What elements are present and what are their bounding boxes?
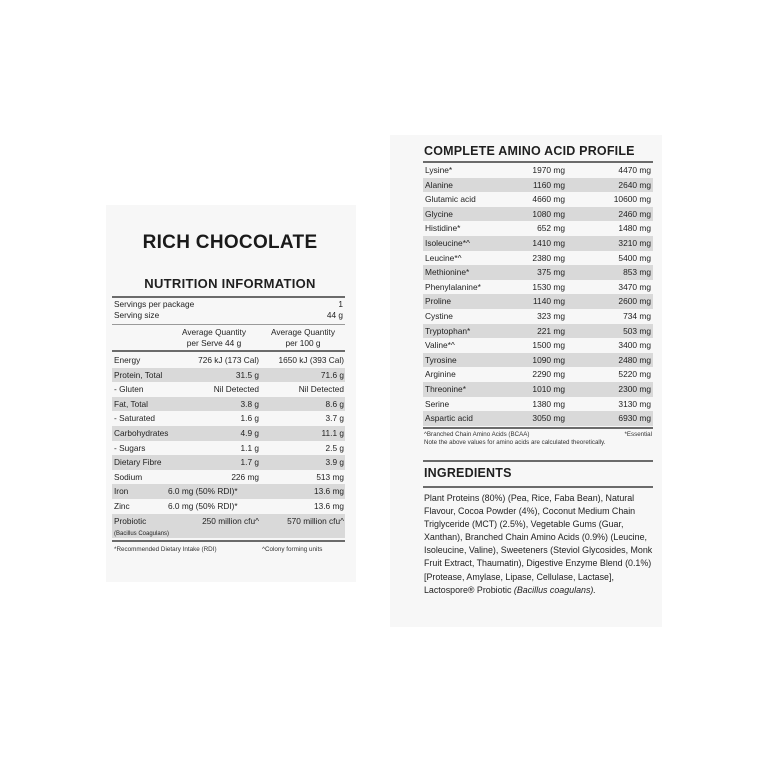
col2-header — [259, 327, 347, 349]
amino-row — [423, 236, 653, 251]
amino-per-serve: 4660 mg — [532, 194, 565, 205]
servings-value: 1 — [338, 299, 343, 309]
nutrient-sublabel: (Bacillus Coagulans) — [114, 530, 170, 537]
ingredients-list: Plant Proteins (80%) (Pea, Rice, Faba Bean), Natural Flavour, Cocoa Powder (4%), Coconut Medium Chain Triglyceride (MCT) (2.5%), Vegetable Gums (Guar, Xanthan), Branched Chain Amino Acids (0.9%) (Leucine, Isoleucine, Valine), Sweeteners (Steviol Glycosides, Monk Fruit Extract, Thaumatin), Digestive Enzyme Blend (0.1%) [Protease, Amylase, Lipase, Cellulase, Lactase], Lactospore® Probiotic — [424, 493, 653, 595]
per-100g-value: 13.6 mg — [314, 500, 344, 511]
per-100g-value: 1650 kJ (393 Cal) — [278, 355, 344, 365]
amino-name: Phenylalanine* — [425, 281, 481, 292]
col2-header-line1: Average Quantity — [271, 327, 335, 337]
amino-per-100g: 5220 mg — [618, 369, 651, 380]
amino-name: Lysine* — [425, 165, 453, 175]
nutrition-row — [112, 441, 345, 456]
amino-per-serve: 652 mg — [537, 223, 565, 234]
amino-per-serve: 2380 mg — [532, 252, 565, 263]
nutrient-label: Dietary Fibre — [114, 457, 162, 468]
amino-per-100g: 3210 mg — [618, 237, 651, 248]
amino-name: Glycine — [425, 208, 453, 219]
nutrition-row — [112, 353, 345, 368]
nutrient-label: Probiotic — [114, 515, 147, 526]
per-100g-value: 11.1 g — [321, 427, 344, 438]
amino-row — [423, 178, 653, 193]
nutrition-bottom-rule — [112, 540, 345, 542]
amino-row — [423, 411, 653, 426]
serving-size-label: Serving size — [114, 310, 160, 320]
amino-per-serve: 1380 mg — [532, 398, 565, 409]
ingredients-italic-tail: (Bacillus coagulans). — [513, 584, 596, 595]
per-serve-value: 6.0 mg (50% RDI)* — [168, 500, 238, 511]
per-serve-value: 226 mg — [231, 471, 259, 482]
nutrition-row — [112, 426, 345, 441]
amino-name: Glutamic acid — [425, 194, 476, 205]
amino-row — [423, 382, 653, 397]
per-100g-value: 3.7 g — [325, 413, 344, 424]
amino-row — [423, 367, 653, 382]
servings-label: Servings per package — [114, 299, 195, 309]
rdi-footnote: *Recommended Dietary Intake (RDI) — [114, 546, 217, 553]
nutrient-label: Fat, Total — [114, 398, 148, 409]
amino-name: Serine — [425, 398, 450, 409]
amino-row — [423, 192, 653, 207]
cfu-footnote: ^Colony forming units — [262, 546, 323, 553]
amino-name: Tyrosine — [425, 354, 457, 365]
per-100g-value: 570 million cfu^ — [287, 515, 344, 526]
amino-per-100g: 2640 mg — [618, 179, 651, 190]
amino-per-100g: 2480 mg — [618, 354, 651, 365]
amino-per-100g: 6930 mg — [618, 413, 651, 424]
amino-per-serve: 1080 mg — [532, 208, 565, 219]
amino-per-100g: 1480 mg — [618, 223, 651, 234]
amino-per-100g: 3130 mg — [618, 398, 651, 409]
per-100g-value: 13.6 mg — [314, 486, 344, 497]
col1-header — [170, 327, 258, 349]
nutrient-label: Carbohydrates — [114, 427, 169, 438]
nutrition-row — [112, 368, 345, 383]
nutrient-label: Zinc — [114, 500, 130, 511]
amino-row — [423, 324, 653, 339]
per-100g-value: 2.5 g — [325, 442, 344, 453]
amino-per-100g: 2600 mg — [618, 296, 651, 307]
amino-name: Alanine — [425, 179, 453, 190]
amino-row — [423, 338, 653, 353]
amino-per-serve: 375 mg — [537, 267, 565, 278]
amino-per-100g: 503 mg — [623, 325, 651, 336]
nutrition-table — [112, 353, 345, 538]
nutrition-row — [112, 382, 345, 397]
amino-per-serve: 1140 mg — [533, 296, 565, 307]
essential-footnote: *Essential — [624, 431, 652, 438]
nutrient-label: Iron — [114, 486, 129, 497]
serving-size-row — [114, 310, 343, 321]
amino-per-serve: 323 mg — [537, 310, 565, 321]
per-serve-value: 250 million cfu^ — [202, 515, 259, 526]
per-serve-value: 1.1 g — [240, 442, 259, 453]
per-serve-value: 31.5 g — [235, 369, 259, 380]
amino-note: Note the above values for amino acids are calculated theoretically. — [424, 439, 606, 446]
amino-per-100g: 4470 mg — [618, 165, 651, 175]
nutrient-label: - Sugars — [114, 442, 146, 453]
nutrition-row — [112, 470, 345, 485]
per-serve-value: 1.6 g — [240, 413, 259, 424]
amino-row — [423, 207, 653, 222]
col1-header-line2: per Serve 44 g — [186, 338, 242, 348]
ingredients-title: INGREDIENTS — [424, 466, 512, 480]
amino-per-100g: 10600 mg — [613, 194, 651, 205]
probiotic-label-group — [114, 516, 169, 540]
nutrition-row — [112, 397, 345, 412]
per-serve-value: Nil Detected — [213, 384, 259, 395]
amino-name: Leucine*^ — [425, 252, 462, 263]
amino-row — [423, 221, 653, 236]
amino-row — [423, 280, 653, 295]
nutrient-label: Energy — [114, 355, 141, 365]
nutrient-label: Protein, Total — [114, 369, 163, 380]
nutrition-top-rule — [112, 296, 345, 298]
amino-per-100g: 2300 mg — [618, 383, 651, 394]
per-100g-value: 8.6 g — [325, 398, 344, 409]
amino-per-serve: 1090 mg — [532, 354, 565, 365]
servings-row — [114, 299, 343, 310]
amino-per-100g: 734 mg — [623, 310, 651, 321]
per-serve-value: 4.9 g — [240, 427, 259, 438]
amino-per-serve: 1010 mg — [532, 383, 565, 394]
ingredients-title-rule — [423, 486, 653, 488]
amino-row — [423, 163, 653, 178]
amino-row — [423, 309, 653, 324]
amino-name: Isoleucine*^ — [425, 237, 470, 248]
amino-per-100g: 853 mg — [623, 267, 651, 278]
amino-row — [423, 294, 653, 309]
amino-per-100g: 3470 mg — [618, 281, 651, 292]
ingredients-text — [424, 492, 656, 597]
amino-name: Arginine — [425, 369, 456, 380]
nutrition-row — [112, 499, 345, 514]
amino-name: Aspartic acid — [425, 413, 473, 424]
amino-per-serve: 1160 mg — [533, 179, 565, 190]
nutrient-label: - Saturated — [114, 413, 156, 424]
amino-name: Methionine* — [425, 267, 470, 278]
per-serve-value: 726 kJ (173 Cal) — [198, 355, 259, 365]
amino-per-serve: 1500 mg — [532, 340, 565, 351]
amino-per-100g: 5400 mg — [618, 252, 651, 263]
per-100g-value: Nil Detected — [298, 384, 344, 395]
ingredients-top-rule — [423, 460, 653, 462]
nutrition-row — [112, 484, 345, 499]
nutrition-title: NUTRITION INFORMATION — [144, 276, 316, 291]
amino-per-serve: 1970 mg — [532, 165, 565, 175]
amino-per-serve: 2290 mg — [532, 369, 565, 380]
per-100g-value: 71.6 g — [320, 369, 344, 380]
nutrient-label: - Gluten — [114, 384, 144, 395]
amino-per-100g: 2460 mg — [618, 208, 651, 219]
serving-rule — [112, 324, 345, 325]
amino-row — [423, 251, 653, 266]
per-serve-value: 6.0 mg (50% RDI)* — [168, 486, 238, 497]
amino-name: Cystine — [425, 310, 453, 321]
header-rule — [112, 350, 345, 352]
product-title: RICH CHOCOLATE — [142, 232, 318, 253]
amino-title: COMPLETE AMINO ACID PROFILE — [424, 144, 635, 158]
amino-name: Valine*^ — [425, 340, 455, 351]
nutrition-row — [112, 455, 345, 470]
nutrient-label: Sodium — [114, 471, 143, 482]
serving-size-value: 44 g — [326, 310, 343, 320]
col2-header-line2: per 100 g — [285, 338, 321, 348]
nutrition-row-probiotic — [112, 514, 345, 538]
amino-name: Histidine* — [425, 223, 461, 234]
amino-name: Tryptophan* — [425, 325, 471, 336]
nutrition-row — [112, 411, 345, 426]
amino-per-serve: 221 mg — [537, 325, 565, 336]
amino-footnotes — [424, 431, 652, 447]
per-serve-value: 1.7 g — [240, 457, 259, 468]
per-100g-value: 3.9 g — [325, 457, 344, 468]
amino-table — [423, 163, 653, 426]
per-100g-value: 513 mg — [316, 471, 344, 482]
amino-row — [423, 353, 653, 368]
amino-row — [423, 397, 653, 412]
bcaa-footnote: ^Branched Chain Amino Acids (BCAA) — [424, 431, 530, 438]
col1-header-line1: Average Quantity — [182, 327, 246, 337]
amino-per-serve: 3050 mg — [532, 413, 565, 424]
amino-name: Proline — [425, 296, 452, 307]
amino-per-100g: 3400 mg — [618, 340, 651, 351]
amino-bottom-rule — [423, 427, 653, 429]
amino-per-serve: 1410 mg — [532, 237, 565, 248]
amino-name: Threonine* — [425, 383, 466, 394]
amino-row — [423, 265, 653, 280]
amino-per-serve: 1530 mg — [532, 281, 565, 292]
per-serve-value: 3.8 g — [240, 398, 259, 409]
